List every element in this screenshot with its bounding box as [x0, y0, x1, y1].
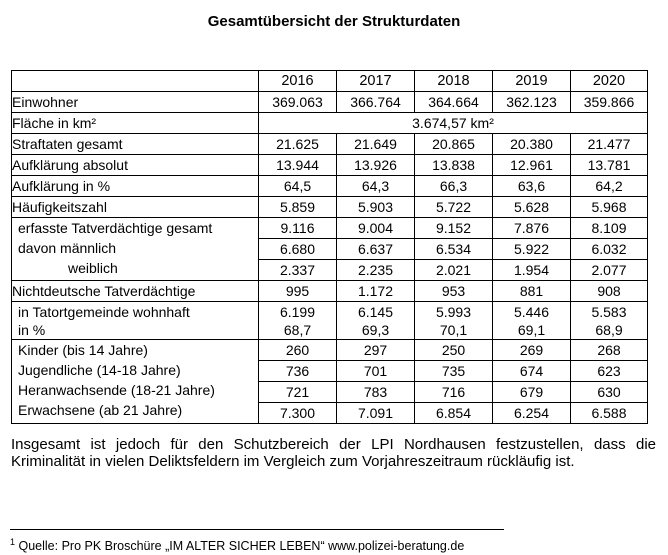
- data-cell: 701: [337, 361, 415, 382]
- col-header-2018: 2018: [415, 71, 493, 92]
- data-cell: 64,2: [571, 176, 648, 197]
- col-header-2020: 2020: [571, 71, 648, 92]
- data-cell: 20.865: [415, 134, 493, 155]
- row-label-tatortgemeinde: [12, 302, 259, 340]
- data-cell: 9.152: [415, 218, 493, 239]
- row-straftaten: [12, 134, 648, 155]
- data-cell: 7.300: [259, 403, 337, 424]
- row-label: Häufigkeitszahl: [12, 197, 259, 218]
- col-header-2017: 2017: [337, 71, 415, 92]
- corner-cell: [12, 71, 259, 92]
- row-label: in %: [18, 321, 46, 338]
- footnote-text: Quelle: Pro PK Broschüre „IM ALTER SICHER LEBEN“ www.polizei-beratung.de: [15, 539, 465, 554]
- row-tatverdaechtige-gesamt: [12, 218, 648, 239]
- footnote-separator: [10, 529, 504, 530]
- data-cell: 5.722: [415, 197, 493, 218]
- data-cell-merged: 3.674,57 km²: [259, 113, 648, 134]
- data-cell: 679: [493, 382, 571, 403]
- row-label: Kinder (bis 14 Jahre): [18, 342, 148, 358]
- data-cell: 6.588: [571, 403, 648, 424]
- group-label-alter: [12, 340, 259, 424]
- data-cell: 6.254: [493, 403, 571, 424]
- row-aufklaerung-absolut: [12, 155, 648, 176]
- data-cell: 364.664: [415, 92, 493, 113]
- data-cell: 21.477: [571, 134, 648, 155]
- data-cell: 1.172: [337, 281, 415, 302]
- footnote-marker: 1: [10, 537, 16, 547]
- data-cell: 6.199 68,7: [259, 302, 337, 340]
- data-cell: 5.446 69,1: [493, 302, 571, 340]
- summary-paragraph: Insgesamt ist jedoch für den Schutzbereich der LPI Nordhausen festzustellen, dass die Kriminalität in vielen Deliktsfeldern im Vergleich zum Vorjahreszeitraum rückläufig ist.: [11, 436, 656, 470]
- data-cell: 269: [493, 340, 571, 361]
- data-cell: 716: [415, 382, 493, 403]
- data-cell: 736: [259, 361, 337, 382]
- row-label: davon männlich: [18, 240, 117, 256]
- data-cell: 13.926: [337, 155, 415, 176]
- data-cell: 5.628: [493, 197, 571, 218]
- table-header-row: [12, 71, 648, 92]
- data-cell: 1.954: [493, 260, 571, 281]
- row-label: in Tatortgemeinde wohnhaft: [18, 303, 190, 320]
- data-cell: 2.337: [259, 260, 337, 281]
- data-cell: 721: [259, 382, 337, 403]
- page-title: Gesamtübersicht der Strukturdaten: [207, 13, 461, 30]
- row-tatortgemeinde: [12, 302, 648, 340]
- data-cell: 5.968: [571, 197, 648, 218]
- data-cell: 5.859: [259, 197, 337, 218]
- data-cell: 21.625: [259, 134, 337, 155]
- data-cell: 21.649: [337, 134, 415, 155]
- data-cell: 6.032: [571, 239, 648, 260]
- data-cell: 63,6: [493, 176, 571, 197]
- data-cell: 623: [571, 361, 648, 382]
- row-label: Aufklärung in %: [12, 176, 259, 197]
- data-cell: 881: [493, 281, 571, 302]
- data-cell: 2.235: [337, 260, 415, 281]
- data-cell: 362.123: [493, 92, 571, 113]
- row-kinder: [12, 340, 648, 361]
- data-cell: 297: [337, 340, 415, 361]
- data-cell: 995: [259, 281, 337, 302]
- col-header-2019: 2019: [493, 71, 571, 92]
- strukturdaten-table: [11, 70, 648, 424]
- data-cell: 9.116: [259, 218, 337, 239]
- data-cell: 630: [571, 382, 648, 403]
- row-label: Jugendliche (14-18 Jahre): [18, 362, 181, 378]
- data-cell: 7.091: [337, 403, 415, 424]
- row-flaeche: [12, 113, 648, 134]
- data-cell: 2.021: [415, 260, 493, 281]
- data-cell: 359.866: [571, 92, 648, 113]
- data-cell: 5.903: [337, 197, 415, 218]
- data-cell: 953: [415, 281, 493, 302]
- row-label: Erwachsene (ab 21 Jahre): [18, 402, 183, 418]
- data-cell: 12.961: [493, 155, 571, 176]
- row-label: Straftaten gesamt: [12, 134, 259, 155]
- row-aufklaerung-prozent: [12, 176, 648, 197]
- footnote: [10, 534, 464, 554]
- data-cell: 64,3: [337, 176, 415, 197]
- data-cell: 6.680: [259, 239, 337, 260]
- data-cell: 783: [337, 382, 415, 403]
- row-label: weiblich: [68, 260, 118, 276]
- row-einwohner: [12, 92, 648, 113]
- data-cell: 64,5: [259, 176, 337, 197]
- data-cell: 735: [415, 361, 493, 382]
- data-cell: 366.764: [337, 92, 415, 113]
- data-cell: 66,3: [415, 176, 493, 197]
- row-label: Einwohner: [12, 92, 259, 113]
- data-cell: 13.781: [571, 155, 648, 176]
- row-label: Heranwachsende (18-21 Jahre): [18, 382, 215, 398]
- data-cell: 369.063: [259, 92, 337, 113]
- data-cell: 6.534: [415, 239, 493, 260]
- data-cell: 250: [415, 340, 493, 361]
- data-cell: 674: [493, 361, 571, 382]
- data-cell: 6.145 69,3: [337, 302, 415, 340]
- data-cell: 13.838: [415, 155, 493, 176]
- data-cell: 268: [571, 340, 648, 361]
- data-cell: 908: [571, 281, 648, 302]
- row-label: erfasste Tatverdächtige gesamt: [18, 220, 213, 236]
- group-label-tatverdaechtige: [12, 218, 259, 281]
- data-cell: 7.876: [493, 218, 571, 239]
- data-cell: 260: [259, 340, 337, 361]
- data-cell: 13.944: [259, 155, 337, 176]
- row-label: Nichtdeutsche Tatverdächtige: [12, 281, 259, 302]
- row-haeufigkeitszahl: [12, 197, 648, 218]
- row-nichtdeutsche: [12, 281, 648, 302]
- data-cell: 6.637: [337, 239, 415, 260]
- row-label: Aufklärung absolut: [12, 155, 259, 176]
- data-cell: 9.004: [337, 218, 415, 239]
- data-cell: 5.583 68,9: [571, 302, 648, 340]
- data-cell: 8.109: [571, 218, 648, 239]
- data-cell: 20.380: [493, 134, 571, 155]
- data-cell: 2.077: [571, 260, 648, 281]
- data-cell: 5.993 70,1: [415, 302, 493, 340]
- data-cell: 6.854: [415, 403, 493, 424]
- data-cell: 5.922: [493, 239, 571, 260]
- col-header-2016: 2016: [259, 71, 337, 92]
- row-label: Fläche in km²: [12, 113, 259, 134]
